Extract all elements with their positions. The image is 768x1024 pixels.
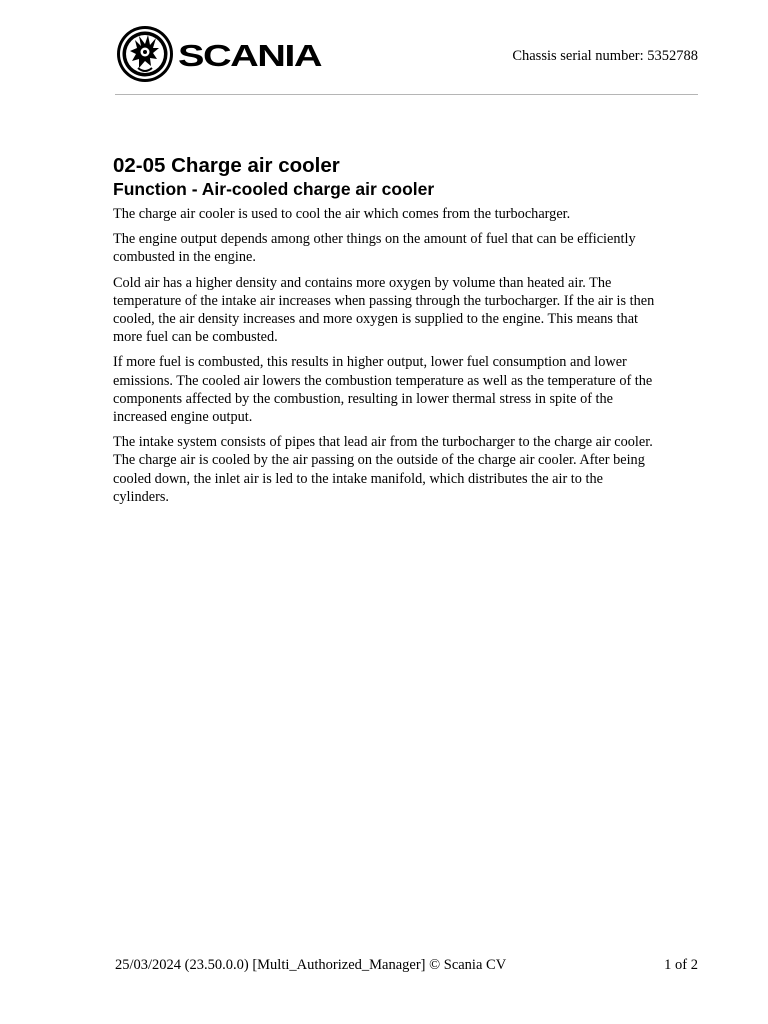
scania-wordmark: SCANIA — [178, 38, 323, 73]
document-title: 02-05 Charge air cooler — [113, 154, 340, 177]
scania-griffin-emblem-icon — [115, 24, 325, 84]
document-subtitle: Function - Air-cooled charge air cooler — [113, 179, 435, 199]
paragraph-4: If more fuel is combusted, this results in higher output, lower fuel consumption and lower emissions. The cooled air lowers the combustion temperature as well as the temperature of the components affected by the combustion, resulting in lower thermal stress in spite of the increased engine output. — [113, 354, 653, 426]
page-header — [115, 24, 698, 84]
scania-logo — [115, 24, 325, 84]
document-body — [113, 154, 661, 513]
paragraph-1: The charge air cooler is used to cool the air which comes from the turbocharger. — [113, 206, 571, 222]
paragraph-2: The engine output depends among other things on the amount of fuel that can be efficiently combusted in the engine. — [113, 231, 636, 266]
paragraph-5: The intake system consists of pipes that lead air from the turbocharger to the charge air cooler. The charge air is cooled by the air passing on the outside of the charge air cooler. After being cooled down, the inlet air is led to the intake manifold, which distributes the air to the cylinders. — [113, 434, 653, 505]
header-divider — [115, 94, 698, 95]
chassis-serial-number: Chassis serial number: 5352788 — [512, 48, 698, 64]
page-number: 1 of 2 — [664, 957, 698, 973]
footer-print-info: 25/03/2024 (23.50.0.0) [Multi_Authorized_Manager] © Scania CV — [115, 957, 507, 973]
paragraph-3: Cold air has a higher density and contains more oxygen by volume than heated air. The temperature of the intake air increases when passing through the turbocharger. If the air is then cooled, the air density increases and more oxygen is supplied to the engine. This means that more fuel can be combusted. — [113, 274, 655, 346]
